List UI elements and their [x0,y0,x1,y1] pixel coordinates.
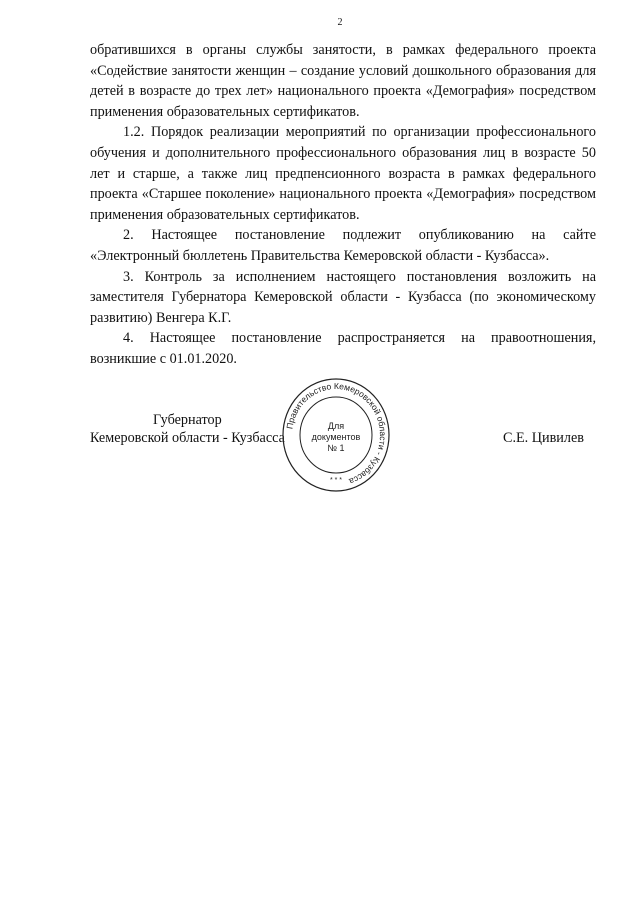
official-seal-stamp [281,376,391,494]
stamp-ring-text: Правительство Кемеровской области - Кузбасса [284,380,389,487]
paragraph-1-2: 1.2. Порядок реализации мероприятий по организации профессионального обучения и дополнительного профессионального образования лиц в возрасте 50 лет и старше, а также лиц предпенсионного возраста в рамках федерального проекта «Старшее поколение» национального проекта «Демография» посредством применения образовательных сертификатов. [90,124,596,223]
paragraph-continuation: обратившихся в органы службы занятости, в рамках федерального проекта «Содействие занятости женщин – создание условий дошкольного образования для детей в возрасте до трех лет» национального проекта «Демография» посредством применения образовательных сертификатов. [90,42,596,120]
paragraph-4: 4. Настоящее постановление распространяется на правоотношения, возникшие с 01.01.2020. [90,330,596,367]
stamp-stars: * * * [329,477,343,484]
stamp-center-line1: Для [327,421,345,431]
signatory-title-line1: Губернатор [153,412,222,428]
signatory-title-line2: Кемеровской области - Кузбасса [90,430,285,446]
stamp-center-line3: № 1 [327,443,345,453]
document-body [90,40,596,370]
paragraph-3: 3. Контроль за исполнением настоящего постановления возложить на заместителя Губернатора Кемеровской области - Кузбасса (по экономическому развитию) Венгера К.Г. [90,268,596,326]
page-number: 2 [337,17,343,28]
stamp-center-line2: документов [311,432,361,442]
paragraph-2: 2. Настоящее постановление подлежит опубликованию на сайте «Электронный бюллетень Правительства Кемеровской области - Кузбасса». [90,227,596,264]
signatory-name: С.Е. Цивилев [503,430,584,446]
